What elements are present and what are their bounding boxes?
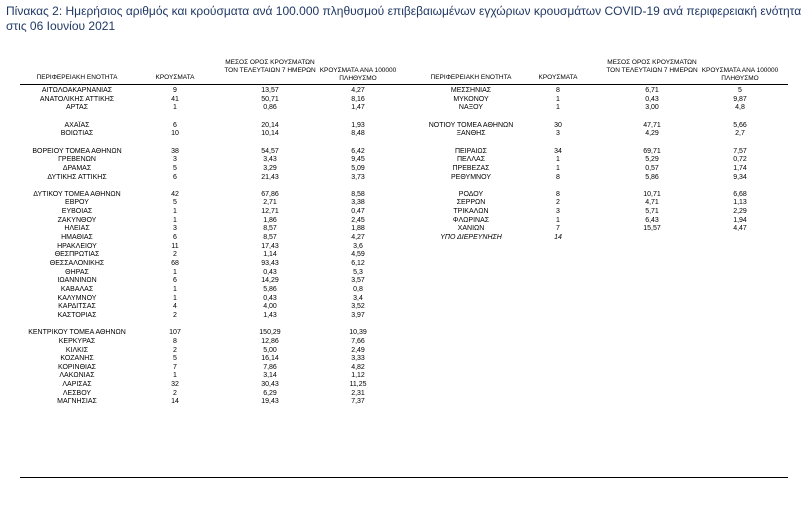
cell-avg7: 3,14 (263, 372, 277, 380)
cell-cases: 42 (171, 190, 179, 198)
cell-avg7: 0,43 (645, 95, 659, 103)
cell-cases: 3 (556, 208, 560, 216)
cell-region: ΘΕΣΣΑΛΟΝΙΚΗΣ (49, 260, 105, 267)
cell-avg7: 1,43 (263, 311, 277, 319)
cell-avg7: 12,71 (261, 208, 279, 216)
cell-region: ΑΙΤΩΛΟΑΚΑΡΝΑΝΙΑΣ (41, 87, 113, 94)
cell-cases: 1 (556, 164, 560, 172)
cell-region: ΠΡΕΒΕΖΑΣ (452, 164, 490, 172)
cell-per100k: 9,34 (733, 173, 747, 181)
cell-avg7: 5,86 (645, 173, 659, 181)
cell-per100k: 3,6 (353, 242, 363, 250)
cell-per100k: 3,73 (351, 173, 365, 181)
cell-per100k: 1,93 (351, 121, 365, 129)
cell-cases: 8 (173, 337, 177, 345)
cell-region: ΔΥΤΙΚΗΣ ΑΤΤΙΚΗΣ (47, 173, 107, 181)
cell-per100k: 3,33 (351, 355, 365, 363)
cell-avg7: 15,57 (643, 225, 661, 233)
cell-avg7: 54,57 (261, 147, 279, 155)
cell-per100k: 1,12 (351, 372, 365, 380)
cell-cases: 2 (173, 251, 177, 259)
cell-cases: 38 (171, 147, 179, 155)
cell-region: ΑΝΑΤΟΛΙΚΗΣ ΑΤΤΙΚΗΣ (39, 95, 115, 103)
cell-per100k: 0,47 (351, 208, 365, 216)
cell-cases: 30 (554, 121, 562, 129)
cell-cases: 68 (171, 260, 179, 267)
cell-avg7: 0,86 (263, 104, 277, 112)
cell-per100k: 4,59 (351, 251, 365, 259)
cell-region: ΗΡΑΚΛΕΙΟΥ (57, 242, 97, 250)
cell-cases: 107 (169, 329, 181, 337)
cell-region: ΑΡΤΑΣ (65, 104, 89, 112)
cell-region: ΚΑΒΑΛΑΣ (60, 285, 94, 293)
cell-region: ΠΕΛΛΑΣ (456, 156, 486, 164)
cell-cases: 3 (173, 156, 177, 164)
cell-per100k: 7,66 (351, 337, 365, 345)
cell-per100k: 0,8 (353, 285, 363, 293)
right-header-per100k: ΚΡΟΥΣΜΑΤΑ ΑΝΑ 100000 ΠΛΗΘΥΣΜΟ (701, 67, 779, 82)
cell-avg7: 93,43 (261, 260, 279, 267)
cell-cases: 2 (173, 311, 177, 319)
cell-per100k: 11,25 (349, 381, 367, 389)
cell-cases: 1 (173, 268, 177, 276)
cell-region: ΗΜΑΘΙΑΣ (61, 234, 93, 242)
right-header-avg7: ΜΕΣΟΣ ΟΡΟΣ ΚΡΟΥΣΜΑΤΩΝ ΤΟΝ ΤΕΛΕΥΤΑΙΩΝ 7 ΗΜΕΡΩΝ (606, 59, 698, 74)
cell-avg7: 13,57 (261, 87, 279, 94)
cell-per100k: 2,45 (351, 216, 365, 224)
cell-region: ΡΕΘΥΜΝΟΥ (450, 173, 491, 181)
cell-avg7: 3,00 (645, 104, 659, 112)
left-header-cases: ΚΡΟΥΣΜΑΤΑ (155, 74, 195, 81)
cell-per100k: 4,47 (733, 225, 747, 233)
cell-per100k: 2,31 (351, 389, 365, 397)
cell-region: ΛΕΣΒΟΥ (62, 389, 92, 397)
cell-cases: 41 (171, 95, 179, 103)
cell-per100k: 2,29 (733, 208, 747, 216)
cell-region: ΚΟΡΙΝΘΙΑΣ (58, 363, 96, 371)
cell-region: ΛΑΡΙΣΑΣ (62, 381, 92, 389)
cell-per100k: 3,97 (351, 311, 365, 319)
cell-avg7: 30,43 (261, 381, 279, 389)
cell-avg7: 10,71 (643, 190, 661, 198)
cell-cases: 1 (173, 372, 177, 380)
left-header-avg7: ΜΕΣΟΣ ΟΡΟΣ ΚΡΟΥΣΜΑΤΩΝ ΤΟΝ ΤΕΛΕΥΤΑΙΩΝ 7 ΗΜΕΡΩΝ (224, 59, 316, 74)
cell-avg7: 0,57 (645, 164, 659, 172)
cell-cases: 6 (173, 173, 177, 181)
cell-avg7: 47,71 (643, 121, 661, 129)
cell-cases: 32 (171, 381, 179, 389)
cell-avg7: 5,29 (645, 156, 659, 164)
cell-avg7: 0,43 (263, 294, 277, 302)
cell-per100k: 4,82 (351, 363, 365, 371)
cell-avg7: 10,14 (261, 130, 279, 138)
cell-region: ΧΑΝΙΩΝ (457, 225, 485, 233)
cell-avg7: 8,57 (263, 225, 277, 233)
cell-per100k: 1,94 (733, 216, 747, 224)
cell-per100k: 1,47 (351, 104, 365, 112)
cell-per100k: 7,37 (351, 398, 365, 406)
cell-per100k: 1,88 (351, 225, 365, 233)
cell-avg7: 6,43 (645, 216, 659, 224)
cell-region: ΓΡΕΒΕΝΩΝ (58, 156, 96, 164)
cell-cases: 6 (173, 121, 177, 129)
cell-avg7: 7,86 (263, 363, 277, 371)
cell-cases: 8 (556, 87, 560, 94)
cell-avg7: 67,86 (261, 190, 279, 198)
cell-cases: 5 (173, 199, 177, 207)
cell-region: ΝΑΞΟΥ (458, 104, 484, 112)
cell-avg7: 5,71 (645, 208, 659, 216)
cell-cases: 14 (171, 398, 179, 406)
cell-region: ΘΕΣΠΡΩΤΙΑΣ (54, 251, 100, 259)
cell-per100k: 4,27 (351, 87, 365, 94)
cell-avg7: 20,14 (261, 121, 279, 129)
cell-avg7: 1,86 (263, 216, 277, 224)
cell-region: ΝΟΤΙΟΥ ΤΟΜΕΑ ΑΘΗΝΩΝ (428, 121, 514, 129)
cell-per100k: 3,57 (351, 277, 365, 285)
cell-region: ΑΧΑΪΑΣ (64, 121, 90, 129)
cell-cases: 9 (173, 87, 177, 94)
cell-avg7: 14,29 (261, 277, 279, 285)
cell-per100k: 10,39 (349, 329, 367, 337)
cell-region: ΥΠΟ ΔΙΕΡΕΥΝΗΣΗ (440, 234, 502, 242)
cell-avg7: 0,43 (263, 268, 277, 276)
cell-region: ΖΑΚΥΝΘΟΥ (57, 216, 97, 224)
cell-cases: 1 (173, 216, 177, 224)
cell-per100k: 6,68 (733, 190, 747, 198)
cell-region: ΤΡΙΚΑΛΩΝ (453, 208, 489, 216)
cell-per100k: 6,42 (351, 147, 365, 155)
cell-cases: 5 (173, 164, 177, 172)
cell-cases: 7 (556, 225, 560, 233)
cell-cases: 1 (556, 156, 560, 164)
cell-per100k: 8,48 (351, 130, 365, 138)
cell-region: ΚΟΖΑΝΗΣ (60, 355, 94, 363)
cell-per100k: 2,7 (735, 130, 745, 138)
cell-avg7: 1,14 (263, 251, 277, 259)
cell-per100k: 3,52 (351, 303, 365, 311)
cell-per100k: 4,27 (351, 234, 365, 242)
cell-cases: 8 (556, 173, 560, 181)
table-title: Πίνακας 2: Ημερήσιος αριθμός και κρούσματα ανά 100.000 πληθυσμού επιβεβαιωμένων εγχώριων κρουσμάτων COVID-19 ανά περιφερειακή ενότητα στις 06 Ιουνίου 2021 (6, 4, 802, 33)
cell-per100k: 9,45 (351, 156, 365, 164)
cell-region: ΜΥΚΟΝΟΥ (453, 95, 489, 103)
cell-avg7: 21,43 (261, 173, 279, 181)
cell-cases: 2 (556, 199, 560, 207)
cell-cases: 3 (173, 225, 177, 233)
cell-avg7: 6,71 (645, 87, 659, 94)
cell-cases: 1 (173, 294, 177, 302)
cell-region: ΔΥΤΙΚΟΥ ΤΟΜΕΑ ΑΘΗΝΩΝ (33, 190, 121, 198)
bottom-rule (20, 477, 788, 478)
cell-avg7: 4,29 (645, 130, 659, 138)
cell-region: ΚΕΡΚΥΡΑΣ (58, 337, 96, 345)
cell-cases: 14 (554, 234, 562, 242)
cell-per100k: 8,58 (351, 190, 365, 198)
cell-region: ΚΑΛΥΜΝΟΥ (57, 294, 97, 302)
cell-region: ΠΕΙΡΑΙΩΣ (455, 147, 487, 155)
cell-per100k: 4,8 (735, 104, 745, 112)
cell-avg7: 3,29 (263, 164, 277, 172)
cell-region: ΙΩΑΝΝΙΝΩΝ (57, 277, 97, 285)
cell-per100k: 3,38 (351, 199, 365, 207)
cell-region: ΚΙΛΚΙΣ (65, 346, 89, 354)
cell-avg7: 5,86 (263, 285, 277, 293)
cell-per100k: 5 (738, 87, 742, 94)
cell-cases: 6 (173, 277, 177, 285)
cell-region: ΔΡΑΜΑΣ (62, 164, 92, 172)
cell-cases: 3 (556, 130, 560, 138)
cell-per100k: 1,13 (733, 199, 747, 207)
cell-cases: 1 (556, 95, 560, 103)
cell-per100k: 3,4 (353, 294, 363, 302)
cell-per100k: 6,12 (351, 260, 365, 267)
cell-cases: 1 (173, 208, 177, 216)
cell-per100k: 5,3 (353, 268, 363, 276)
cell-cases: 1 (556, 104, 560, 112)
cell-region: ΣΕΡΡΩΝ (456, 199, 486, 207)
cell-cases: 1 (173, 285, 177, 293)
cell-avg7: 69,71 (643, 147, 661, 155)
cell-region: ΘΗΡΑΣ (65, 268, 89, 276)
cell-avg7: 5,00 (263, 346, 277, 354)
cell-cases: 34 (554, 147, 562, 155)
cell-avg7: 3,43 (263, 156, 277, 164)
cell-region: ΒΟΙΩΤΙΑΣ (60, 130, 94, 138)
cell-cases: 7 (173, 363, 177, 371)
cell-per100k: 5,66 (733, 121, 747, 129)
cell-per100k: 9,87 (733, 95, 747, 103)
cell-avg7: 6,29 (263, 389, 277, 397)
cell-cases: 4 (173, 303, 177, 311)
cell-avg7: 50,71 (261, 95, 279, 103)
header-rule (20, 84, 788, 85)
cell-avg7: 4,71 (645, 199, 659, 207)
cell-avg7: 4,00 (263, 303, 277, 311)
cell-cases: 1 (556, 216, 560, 224)
cell-region: ΦΛΩΡΙΝΑΣ (452, 216, 490, 224)
left-header-per100k: ΚΡΟΥΣΜΑΤΑ ΑΝΑ 100000 ΠΛΗΘΥΣΜΟ (319, 67, 397, 82)
cell-per100k: 5,09 (351, 164, 365, 172)
cell-avg7: 17,43 (261, 242, 279, 250)
cell-cases: 6 (173, 234, 177, 242)
cell-region: ΜΕΣΣΗΝΙΑΣ (450, 87, 492, 94)
cell-avg7: 19,43 (261, 398, 279, 406)
cell-region: ΚΕΝΤΡΙΚΟΥ ΤΟΜΕΑ ΑΘΗΝΩΝ (28, 329, 126, 337)
cell-region: ΕΥΒΟΙΑΣ (61, 208, 93, 216)
cell-avg7: 12,86 (261, 337, 279, 345)
cell-cases: 11 (171, 242, 179, 250)
cell-cases: 8 (556, 190, 560, 198)
cell-avg7: 2,71 (263, 199, 277, 207)
cell-region: ΜΑΓΝΗΣΙΑΣ (57, 398, 97, 406)
cell-region: ΒΟΡΕΙΟΥ ΤΟΜΕΑ ΑΘΗΝΩΝ (32, 147, 122, 155)
cell-cases: 10 (171, 130, 179, 138)
cell-avg7: 16,14 (261, 355, 279, 363)
cell-per100k: 8,16 (351, 95, 365, 103)
cell-per100k: 2,49 (351, 346, 365, 354)
cell-cases: 1 (173, 104, 177, 112)
cell-avg7: 150,29 (259, 329, 281, 337)
cell-per100k: 7,57 (733, 147, 747, 155)
cell-region: ΚΑΡΔΙΤΣΑΣ (58, 303, 96, 311)
cell-avg7: 8,57 (263, 234, 277, 242)
cell-region: ΗΛΕΙΑΣ (64, 225, 90, 233)
left-header-region: ΠΕΡΙΦΕΡΕΙΑΚΗ ΕΝΟΤΗΤΑ (36, 74, 118, 81)
cell-region: ΞΑΝΘΗΣ (456, 130, 486, 138)
cell-region: ΕΒΡΟΥ (65, 199, 89, 207)
cell-region: ΚΑΣΤΟΡΙΑΣ (57, 311, 97, 319)
right-header-region: ΠΕΡΙΦΕΡΕΙΑΚΗ ΕΝΟΤΗΤΑ (430, 74, 512, 81)
cell-region: ΛΑΚΩΝΙΑΣ (59, 372, 95, 380)
cell-cases: 2 (173, 389, 177, 397)
cell-cases: 5 (173, 355, 177, 363)
cell-cases: 2 (173, 346, 177, 354)
cell-per100k: 0,72 (733, 156, 747, 164)
cell-region: ΡΟΔΟΥ (458, 190, 484, 198)
cell-per100k: 1,74 (733, 164, 747, 172)
right-header-cases: ΚΡΟΥΣΜΑΤΑ (538, 74, 578, 81)
